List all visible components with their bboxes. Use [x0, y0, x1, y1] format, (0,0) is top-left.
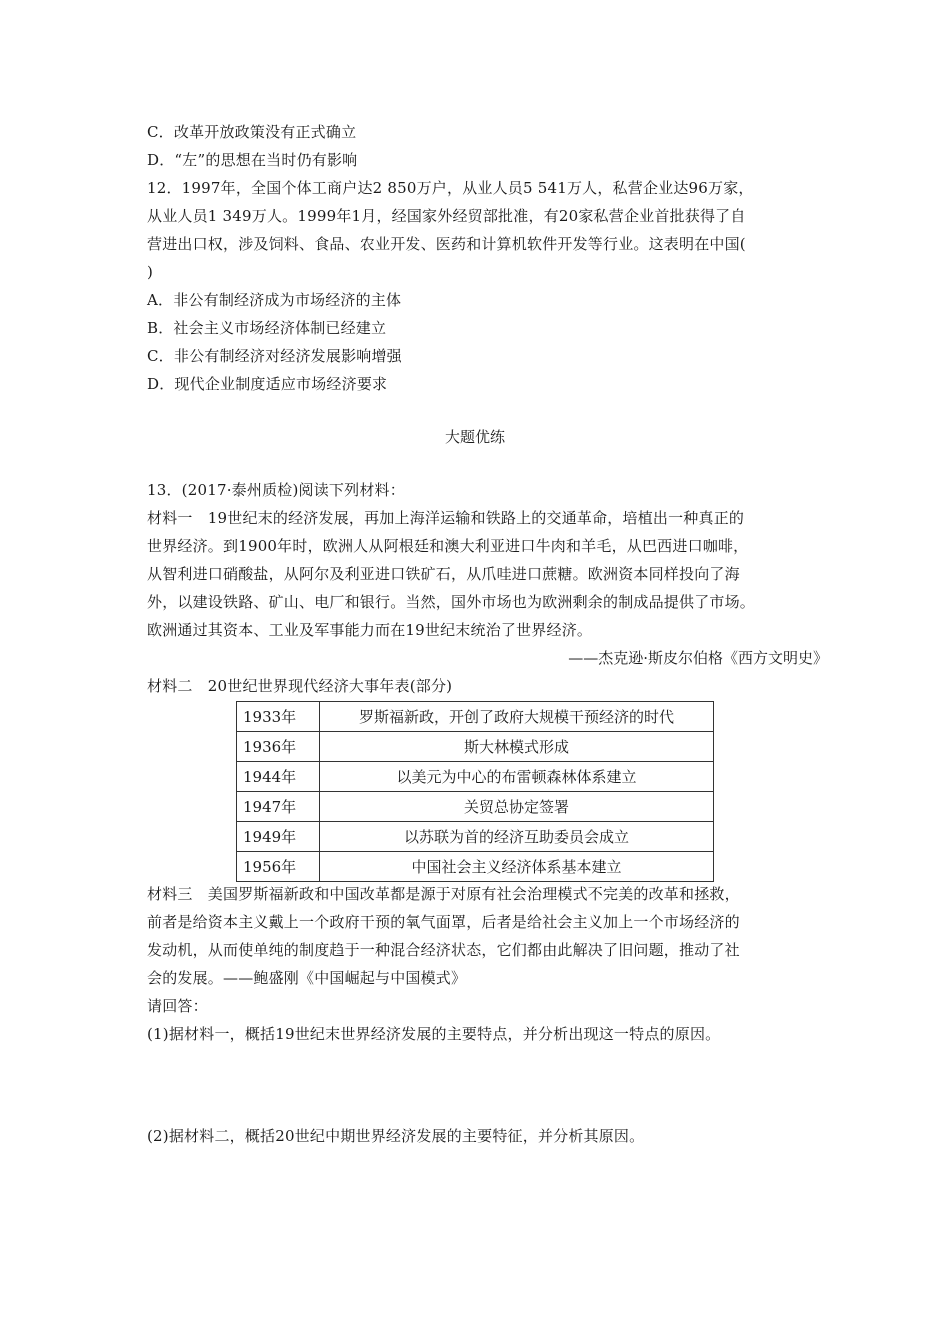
year-cell: 1949年	[237, 822, 320, 852]
table-row	[237, 822, 714, 852]
material3-line: 前者是给资本主义戴上一个政府干预的氧气面罩，后者是给社会主义加上一个市场经济的	[147, 913, 740, 931]
q11-option-c: C．改革开放政策没有正式确立	[147, 123, 357, 141]
q12-option-d: D．现代企业制度适应市场经济要求	[147, 375, 388, 393]
q12-stem-line: 12．1997年，全国个体工商户达2 850万户，从业人员5 541万人，私营企业达96万家，	[147, 179, 754, 197]
material3-line: 发动机，从而使单纯的制度趋于一种混合经济状态，它们都由此解决了旧问题，推动了社	[147, 941, 740, 959]
table-row	[237, 852, 714, 882]
material3-line: 会的发展。——鲍盛刚《中国崛起与中国模式》	[147, 969, 467, 987]
material1-line: 欧洲通过其资本、工业及军事能力而在19世纪末统治了世界经济。	[147, 621, 593, 639]
material1-line: 外，以建设铁路、矿山、电厂和银行。当然，国外市场也为欧洲剩余的制成品提供了市场。	[147, 593, 756, 611]
material3-line: 材料三 美国罗斯福新政和中国改革都是源于对原有社会治理模式不完美的改革和拯救，	[147, 885, 740, 903]
year-cell: 1947年	[237, 792, 320, 822]
q12-stem-line: )	[147, 263, 154, 281]
events-table	[236, 701, 714, 882]
material1-line: 世界经济。到1900年时，欧洲人从阿根廷和澳大利亚进口牛肉和羊毛，从巴西进口咖啡，	[147, 537, 749, 555]
material1-line: 从智利进口硝酸盐，从阿尔及利亚进口铁矿石，从爪哇进口蔗糖。欧洲资本同样投向了海	[147, 565, 740, 583]
material1-source: ——杰克逊·斯皮尔伯格《西方文明史》	[568, 649, 828, 667]
material2-title: 材料二 20世纪世界现代经济大事年表(部分)	[147, 677, 453, 695]
table-row	[237, 702, 714, 732]
q11-option-d: D．“左”的思想在当时仍有影响	[147, 151, 358, 169]
material1-line: 材料一 19世纪末的经济发展，再加上海洋运输和铁路上的交通革命，培植出一种真正的	[147, 509, 745, 527]
year-cell: 1936年	[237, 732, 320, 762]
question-1: (1)据材料一，概括19世纪末世界经济发展的主要特点，并分析出现这一特点的原因。	[147, 1025, 721, 1043]
year-cell: 1944年	[237, 762, 320, 792]
event-cell: 以苏联为首的经济互助委员会成立	[320, 822, 714, 852]
table-row	[237, 792, 714, 822]
table-row	[237, 762, 714, 792]
section-title: 大题优练	[444, 428, 505, 446]
q12-stem-line: 从业人员1 349万人。1999年1月，经国家外经贸部批准，有20家私营企业首批获得了自	[147, 207, 746, 225]
q12-stem-line: 营进出口权，涉及饲料、食品、农业开发、医药和计算机软件开发等行业。这表明在中国(	[147, 235, 746, 253]
q12-option-c: C．非公有制经济对经济发展影响增强	[147, 347, 402, 365]
event-cell: 中国社会主义经济体系基本建立	[320, 852, 714, 882]
q13-intro: 13．(2017·泰州质检)阅读下列材料：	[147, 481, 405, 499]
event-cell: 罗斯福新政，开创了政府大规模干预经济的时代	[320, 702, 714, 732]
answer-prompt: 请回答：	[147, 997, 208, 1015]
event-cell: 斯大林模式形成	[320, 732, 714, 762]
question-2: (2)据材料二，概括20世纪中期世界经济发展的主要特征，并分析其原因。	[147, 1127, 645, 1145]
year-cell: 1956年	[237, 852, 320, 882]
q12-option-b: B．社会主义市场经济体制已经建立	[147, 319, 387, 337]
year-cell: 1933年	[237, 702, 320, 732]
table-row	[237, 732, 714, 762]
event-cell: 关贸总协定签署	[320, 792, 714, 822]
q12-option-a: A．非公有制经济成为市场经济的主体	[147, 291, 402, 309]
event-cell: 以美元为中心的布雷顿森林体系建立	[320, 762, 714, 792]
